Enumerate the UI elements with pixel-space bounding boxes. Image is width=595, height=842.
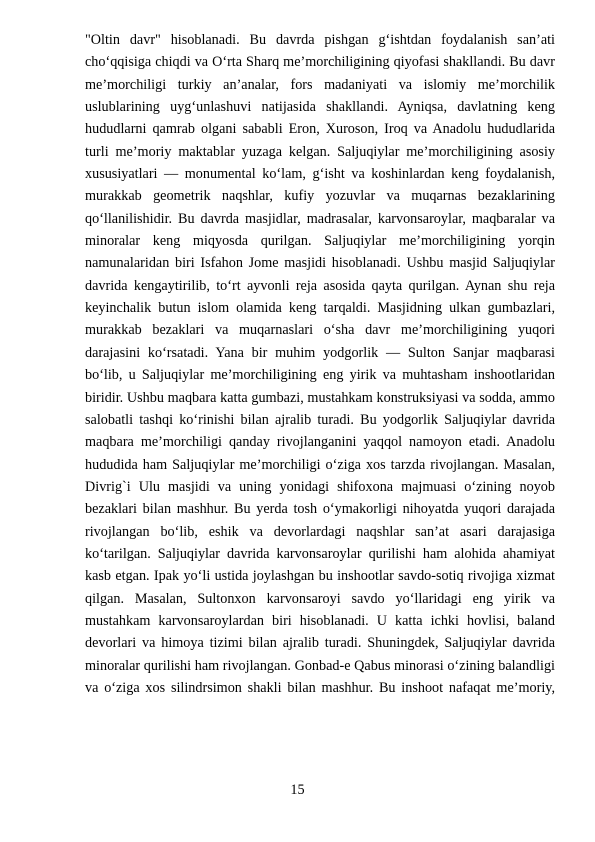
text-line: murakkab geometrik naqshlar, kufiy yozuvlar va muqarnas bezaklarining <box>85 188 555 205</box>
text-line: kasb etgan. Ipak yo‘li ustida joylashgan bu inshootlar savdo-sotiq rivojiga xizmat <box>85 568 555 585</box>
text-line: bezaklari bilan mashhur. Bu yerda tosh o‘ymakorligi nihoyatda yuqori darajada <box>85 501 555 518</box>
text-line: hududlarni qamrab olgani sababli Eron, Xuroson, Iroq va Anadolu hududlarida <box>85 121 555 138</box>
text-line: minoralar keng miqyosda qurilgan. Saljuqiylar me’morchiligining yorqin <box>85 233 555 250</box>
text-line: salobatli tashqi ko‘rinishi bilan ajralib turadi. Bu yodgorlik Saljuqiylar davrida <box>85 411 555 428</box>
body-text <box>85 29 555 699</box>
text-line: xususiyatlari — monumental ko‘lam, g‘isht va koshinlardan keng foydalanish, <box>85 166 555 183</box>
text-line: davrida kengaytirilib, to‘rt ayvonli reja asosida qayta qurilgan. Aynan shu reja <box>85 277 555 294</box>
text-line: uslublarining uyg‘unlashuvi natijasida shakllandi. Ayniqsa, davlatning keng <box>85 99 555 116</box>
text-line: biridir. Ushbu maqbara katta gumbazi, mustahkam konstruksiyasi va sodda, ammo <box>85 389 555 406</box>
text-line: namunalaridan biri Isfahon Jome masjidi hisoblanadi. Ushbu masjid Saljuqiylar <box>85 255 555 272</box>
text-line: minoralar qurilishi ham rivojlangan. Gonbad-e Qabus minorasi o‘zining balandligi <box>85 657 555 674</box>
text-line: Divrig`i Ulu masjidi va uning yonidagi shifoxona majmuasi o‘zining noyob <box>85 478 555 495</box>
text-line: bo‘lib, u Saljuqiylar me’morchiligining eng yirik va muhtasham inshootlaridan <box>85 367 555 384</box>
text-line: qilgan. Masalan, Sultonxon karvonsaroyi savdo yo‘llaridagi eng yirik va <box>85 590 555 607</box>
text-line: hududida ham Saljuqiylar me’morchiligi o‘ziga xos tarzda rivojlangan. Masalan, <box>85 456 555 473</box>
text-line: rivojlangan bo‘lib, eshik va devorlardagi naqshlar san’at asari darajasiga <box>85 523 555 540</box>
text-line: ko‘tarilgan. Saljuqiylar davrida karvonsaroylar qurilishi ham alohida ahamiyat <box>85 545 555 562</box>
text-line: murakkab bezaklari va muqarnaslari o‘sha davr me’morchiligining yuqori <box>85 322 555 339</box>
text-line: cho‘qqisiga chiqdi va O‘rta Sharq me’morchiligining qiyofasi shakllandi. Bu davr <box>85 54 555 71</box>
text-line: me’morchiligi turkiy an’analar, fors madaniyati va islomiy me’morchilik <box>85 76 555 93</box>
text-line: darajasini ko‘rsatadi. Yana bir muhim yodgorlik — Sulton Sanjar maqbarasi <box>85 344 555 361</box>
page-number: 15 <box>290 782 305 798</box>
text-line: keyinchalik butun islom olamida keng tarqaldi. Masjidning ulkan gumbazlari, <box>85 300 555 317</box>
text-line: devorlari va himoya tizimi bilan ajralib turadi. Shuningdek, Saljuqiylar davrida <box>85 635 555 652</box>
text-line: va o‘ziga xos silindrsimon shakli bilan mashhur. Bu inshoot nafaqat me’moriy, <box>85 679 555 696</box>
text-line: "Oltin davr" hisoblanadi. Bu davrda pishgan g‘ishtdan foydalanish san’ati <box>85 32 555 48</box>
text-line: qo‘llanilishidir. Bu davrda masjidlar, madrasalar, karvonsaroylar, maqbaralar va <box>85 210 555 227</box>
text-line: turli me’moriy maktablar yuzaga kelgan. Saljuqiylar me’morchiligining asosiy <box>85 143 555 160</box>
text-line: maqbara me’morchiligi qanday rivojlanganini yaqqol namoyon etadi. Anadolu <box>85 434 555 451</box>
text-line: mustahkam karvonsaroylardan biri hisoblanadi. U katta ichki hovlisi, baland <box>85 612 555 629</box>
